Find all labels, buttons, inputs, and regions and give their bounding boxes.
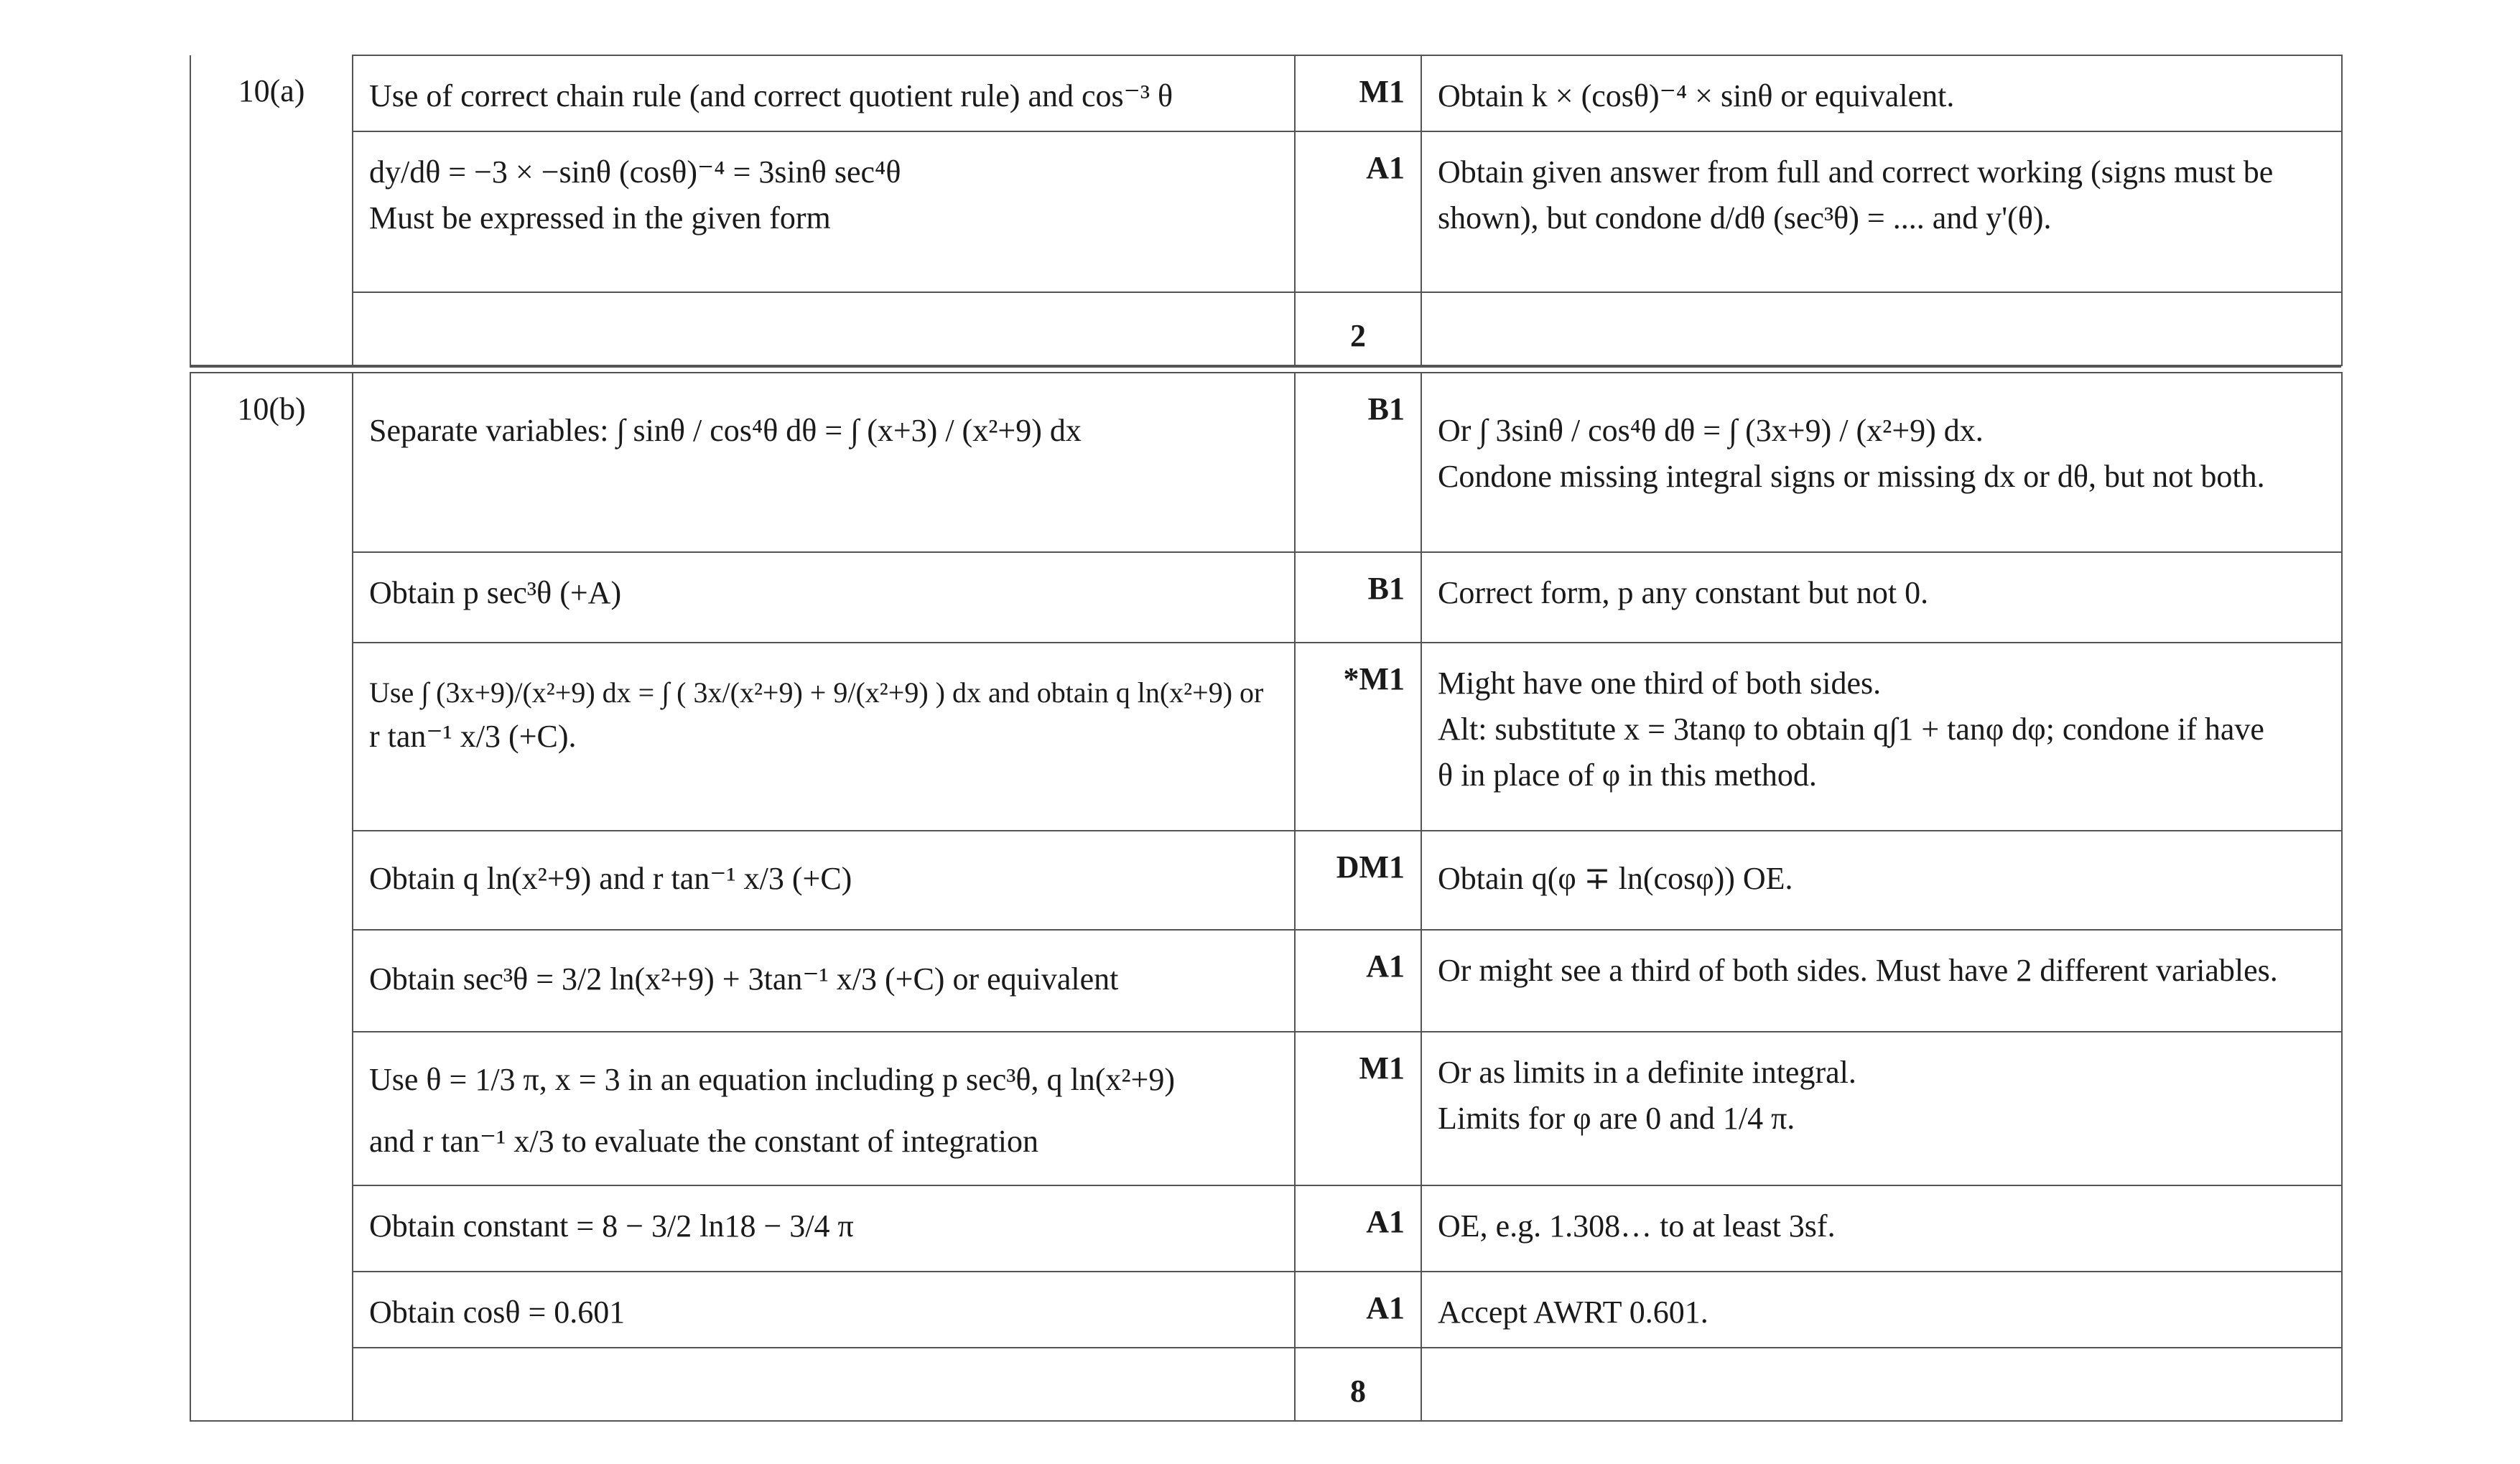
mark-code: *M1: [1343, 661, 1405, 696]
mark-code: A1: [1366, 1290, 1405, 1325]
answer-text: Obtain sec³θ = 3/2 ln(x²+9) + 3tan⁻¹ x/3 (+C) or equivalent: [369, 961, 1119, 997]
mark-cell: [1295, 373, 1421, 552]
mark-code: DM1: [1336, 849, 1405, 885]
guidance-text: Condone missing integral signs or missing dx or dθ, but not both.: [1438, 458, 2265, 494]
guidance-cell: [1421, 131, 2342, 292]
mark-code: M1: [1359, 74, 1405, 109]
mark-code: B1: [1367, 571, 1405, 606]
guidance-cell: [1421, 1348, 2342, 1421]
mark-cell: [1295, 131, 1421, 292]
guidance-cell: [1421, 643, 2342, 831]
section-divider: [190, 366, 2341, 368]
guidance-text: Obtain q(φ ∓ ln(cosφ)) OE.: [1438, 861, 1793, 896]
answer-cell: [353, 1032, 1295, 1185]
guidance-text: Obtain k × (cosθ)⁻⁴ × sinθ or equivalent.: [1438, 78, 1955, 113]
mark-cell: [1295, 1272, 1421, 1348]
mark-code: A1: [1366, 150, 1405, 185]
answer-cell: [353, 552, 1295, 643]
table-row: [190, 1185, 2342, 1272]
mark-scheme-table-10a: [190, 55, 2343, 366]
guidance-cell: [1421, 831, 2342, 930]
mark-cell: [1295, 292, 1421, 365]
table-row: [190, 552, 2342, 643]
answer-text: and r tan⁻¹ x/3 to evaluate the constant of integration: [369, 1123, 1039, 1159]
question-number: 10(b): [237, 391, 306, 426]
table-row: [190, 831, 2342, 930]
answer-text: Obtain cosθ = 0.601: [369, 1295, 626, 1330]
guidance-text: Accept AWRT 0.601.: [1438, 1295, 1708, 1330]
answer-cell: [353, 55, 1295, 131]
question-number: 10(a): [238, 73, 305, 108]
table-row: [190, 930, 2342, 1032]
mark-cell: [1295, 1032, 1421, 1185]
mark-code: M1: [1359, 1050, 1405, 1086]
guidance-text: shown), but condone d/dθ (sec³θ) = .... and y'(θ).: [1438, 200, 2052, 236]
guidance-cell: [1421, 552, 2342, 643]
answer-text: r tan⁻¹ x/3 (+C).: [369, 719, 577, 754]
mark-cell: [1295, 55, 1421, 131]
answer-cell: [353, 373, 1295, 552]
answer-cell: [353, 1185, 1295, 1272]
answer-cell: [353, 292, 1295, 365]
answer-text: Use θ = 1/3 π, x = 3 in an equation including p sec³θ, q ln(x²+9): [369, 1062, 1176, 1097]
mark-code: A1: [1366, 948, 1405, 984]
question-number-cell: [190, 373, 353, 1421]
mark-cell: [1295, 643, 1421, 831]
table-row: [190, 1272, 2342, 1348]
table-row: [190, 1032, 2342, 1185]
mark-scheme-table-10b: [190, 372, 2343, 1422]
answer-text: Use ∫ (3x+9)/(x²+9) dx = ∫ ( 3x/(x²+9) + 9/(x²+9) ) dx and obtain q ln(x²+9) or: [369, 676, 1264, 709]
guidance-text: Limits for φ are 0 and 1/4 π.: [1438, 1100, 1795, 1136]
mark-code: B1: [1367, 391, 1405, 426]
total-row: [190, 292, 2342, 365]
guidance-text: Or as limits in a definite integral.: [1438, 1055, 1856, 1090]
answer-cell: [353, 1272, 1295, 1348]
total-marks: 2: [1350, 318, 1366, 353]
table-row: [190, 643, 2342, 831]
guidance-cell: [1421, 930, 2342, 1032]
answer-cell: [353, 831, 1295, 930]
question-number-cell: [190, 55, 353, 365]
table-row: [190, 55, 2342, 131]
guidance-cell: [1421, 1272, 2342, 1348]
guidance-cell: [1421, 55, 2342, 131]
answer-text: Must be expressed in the given form: [369, 200, 831, 236]
guidance-cell: [1421, 373, 2342, 552]
guidance-text: OE, e.g. 1.308… to at least 3sf.: [1438, 1208, 1836, 1244]
guidance-cell: [1421, 292, 2342, 365]
mark-cell: [1295, 831, 1421, 930]
answer-cell: [353, 930, 1295, 1032]
table-row: [190, 131, 2342, 292]
mark-cell: [1295, 930, 1421, 1032]
guidance-text: Or might see a third of both sides. Must have 2 different variables.: [1438, 953, 2278, 988]
answer-text: Obtain q ln(x²+9) and r tan⁻¹ x/3 (+C): [369, 861, 852, 896]
guidance-text: Correct form, p any constant but not 0.: [1438, 575, 1929, 610]
table-row: [190, 373, 2342, 552]
answer-cell: [353, 1348, 1295, 1421]
answer-text: dy/dθ = −3 × −sinθ (cosθ)⁻⁴ = 3sinθ sec⁴θ: [369, 154, 901, 190]
total-marks: 8: [1350, 1374, 1366, 1409]
guidance-text: Might have one third of both sides.: [1438, 666, 1882, 701]
mark-cell: [1295, 552, 1421, 643]
mark-cell: [1295, 1185, 1421, 1272]
guidance-cell: [1421, 1185, 2342, 1272]
guidance-text: Or ∫ 3sinθ / cos⁴θ dθ = ∫ (3x+9) / (x²+9) dx.: [1438, 413, 1984, 448]
answer-text: Obtain p sec³θ (+A): [369, 575, 622, 610]
mark-code: A1: [1366, 1204, 1405, 1239]
guidance-cell: [1421, 1032, 2342, 1185]
answer-text: Separate variables: ∫ sinθ / cos⁴θ dθ = ∫ (x+3) / (x²+9) dx: [369, 413, 1082, 448]
answer-cell: [353, 131, 1295, 292]
total-row: [190, 1348, 2342, 1421]
answer-text: Obtain constant = 8 − 3/2 ln18 − 3/4 π: [369, 1208, 854, 1244]
answer-text: Use of correct chain rule (and correct quotient rule) and cos⁻³ θ: [369, 78, 1173, 113]
mark-cell: [1295, 1348, 1421, 1421]
answer-cell: [353, 643, 1295, 831]
guidance-text: Obtain given answer from full and correct working (signs must be: [1438, 154, 2274, 190]
guidance-text: θ in place of φ in this method.: [1438, 757, 1817, 793]
guidance-text: Alt: substitute x = 3tanφ to obtain q∫1 + tanφ dφ; condone if have: [1438, 711, 2264, 747]
